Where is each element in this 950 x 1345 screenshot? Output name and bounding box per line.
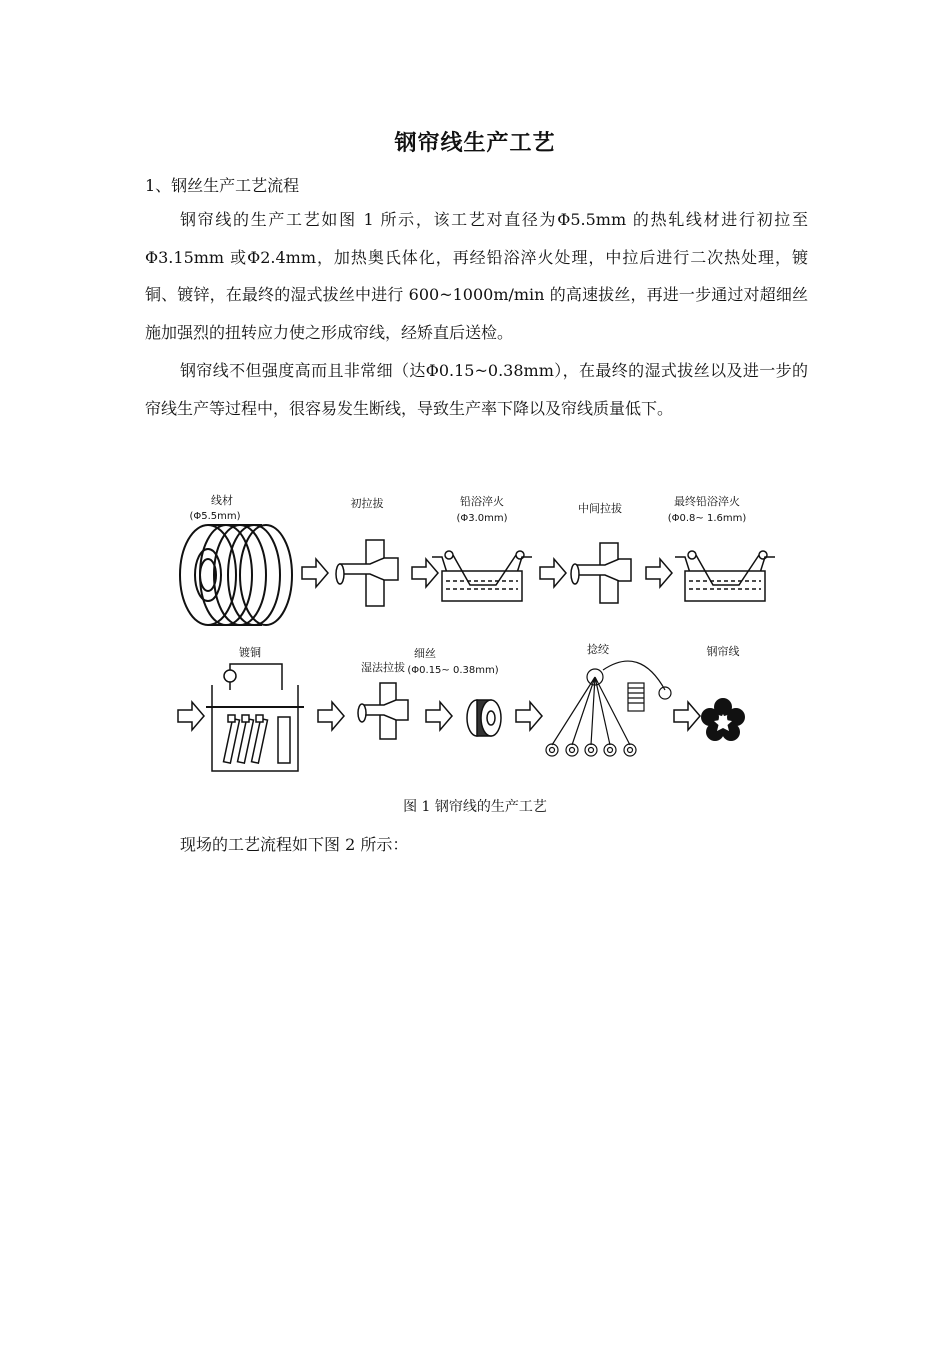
arrow-icon	[646, 559, 672, 587]
steel-cord-section-icon	[701, 698, 745, 741]
step-label-wire-rod: 线材	[211, 494, 233, 507]
arrow-icon	[540, 559, 566, 587]
closing-text: 现场的工艺流程如下图 2 所示：	[180, 835, 409, 854]
step-label-rough-draw: 初拉拔	[350, 497, 384, 510]
lead-bath-icon	[675, 551, 775, 601]
step-sub-wire-rod: (Φ5.5mm)	[189, 511, 241, 522]
section-heading: 1、钢丝生产工艺流程	[145, 176, 300, 195]
page-title: 钢帘线生产工艺	[394, 131, 556, 156]
step-label-copper-plating: 镀铜	[239, 646, 261, 659]
step-label-wet-draw: 湿法拉拔	[361, 661, 405, 674]
arrow-icon	[318, 702, 344, 730]
drawing-die-icon	[571, 543, 631, 603]
plating-tank-icon	[206, 664, 304, 771]
process-flow-figure	[170, 485, 780, 780]
wire-spool-icon	[467, 700, 501, 736]
step-label-final-quench: 最终铅浴淬火	[674, 495, 740, 508]
arrow-icon	[302, 559, 328, 587]
arrow-icon	[412, 559, 438, 587]
stranding-machine-icon	[546, 661, 671, 756]
wire-rod-coil-icon	[180, 525, 292, 625]
arrow-icon	[516, 702, 542, 730]
step-label-steel-cord: 钢帘线	[706, 645, 740, 658]
paragraph-breakage: 钢帘线不但强度高而且非常细（达Φ0.15~0.38mm），在最终的湿式拔丝以及进一步的帘线生产等过程中，很容易发生断线，导致生产率下降以及帘线质量低下。	[145, 361, 808, 418]
step-label-lead-quench: 铅浴淬火	[460, 495, 504, 508]
lead-bath-icon	[432, 551, 532, 601]
step-sub-final-quench: (Φ0.8~ 1.6mm)	[667, 513, 747, 524]
step-label-stranding: 捻绞	[587, 643, 609, 656]
arrow-icon	[178, 702, 204, 730]
paragraph-process: 钢帘线的生产工艺如图 1 所示，该工艺对直径为Φ5.5mm 的热轧线材进行初拉至Φ3.15mm 或Φ2.4mm，加热奥氏体化，再经铅浴淬火处理，中拉后进行二次热处理，镀铜、镀锌，在最终的湿式拔丝中进行 600~1000m/min 的高速拔丝，再进一步通过对超细丝施加强烈的扭转应力使之形成帘线，经矫直后送检。	[145, 210, 808, 342]
drawing-die-icon	[336, 540, 398, 606]
step-sub-fine-wire: (Φ0.15~ 0.38mm)	[407, 665, 499, 676]
step-label-fine-wire: 细丝	[414, 647, 436, 660]
step-label-mid-draw: 中间拉拔	[578, 502, 622, 515]
figure-caption: 图 1 钢帘线的生产工艺	[403, 799, 547, 815]
arrow-icon	[674, 702, 700, 730]
step-sub-lead-quench: (Φ3.0mm)	[456, 513, 508, 524]
arrow-icon	[426, 702, 452, 730]
drawing-die-icon	[358, 683, 408, 739]
